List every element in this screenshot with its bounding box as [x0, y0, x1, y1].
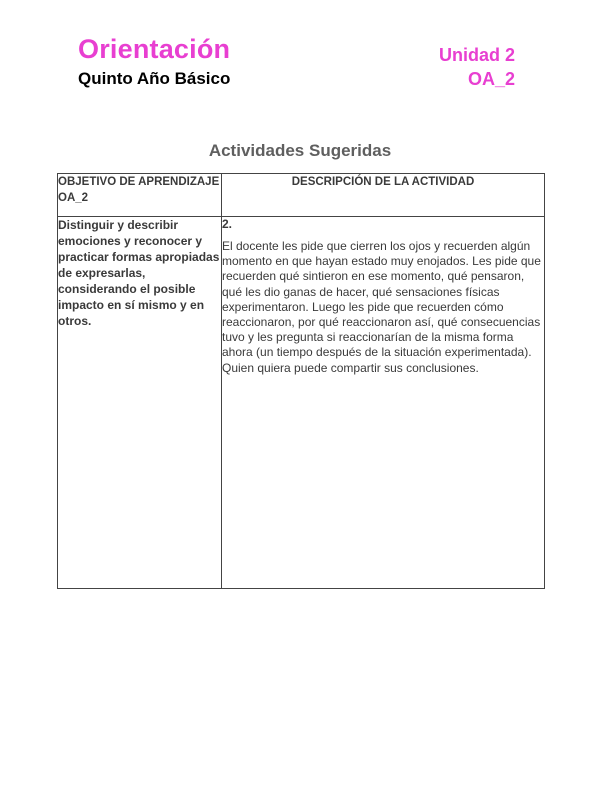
objective-column-header: OBJETIVO DE APRENDIZAJE OA_2 [58, 174, 222, 217]
description-column-header: DESCRIPCIÓN DE LA ACTIVIDAD [222, 174, 545, 217]
table-row [58, 217, 545, 589]
section-heading: Actividades Sugeridas [208, 141, 392, 160]
unit-label: Unidad 2 [438, 45, 515, 65]
activity-number: 2. [222, 217, 233, 231]
activities-table [57, 173, 545, 589]
objective-cell: Distinguir y describir emociones y reconocer y practicar formas apropiadas de expresarlas, considerando el posible impacto en sí mismo y en otros. [58, 217, 222, 589]
page-title: Orientación [78, 34, 231, 64]
page-subtitle: Quinto Año Básico [78, 69, 231, 88]
table-header-row [58, 174, 545, 217]
description-cell [222, 217, 545, 589]
objective-code: OA_2 [467, 69, 515, 89]
activity-description: El docente les pide que cierren los ojos y recuerden algún momento en que hayan estado muy enojados. Les pide que recuerden qué sintieron en ese momento, qué pensaron, qué les dio ganas de hacer, qué sensaciones físicas experimentaron. Luego les pide que recuerden cómo reaccionaron, por qué reaccionaron así, qué consecuencias tuvo y les pregunta si reaccionarían de la misma forma ahora (un tiempo después de la situación experimentada). Quien quiera puede compartir sus conclusiones. [222, 239, 541, 375]
